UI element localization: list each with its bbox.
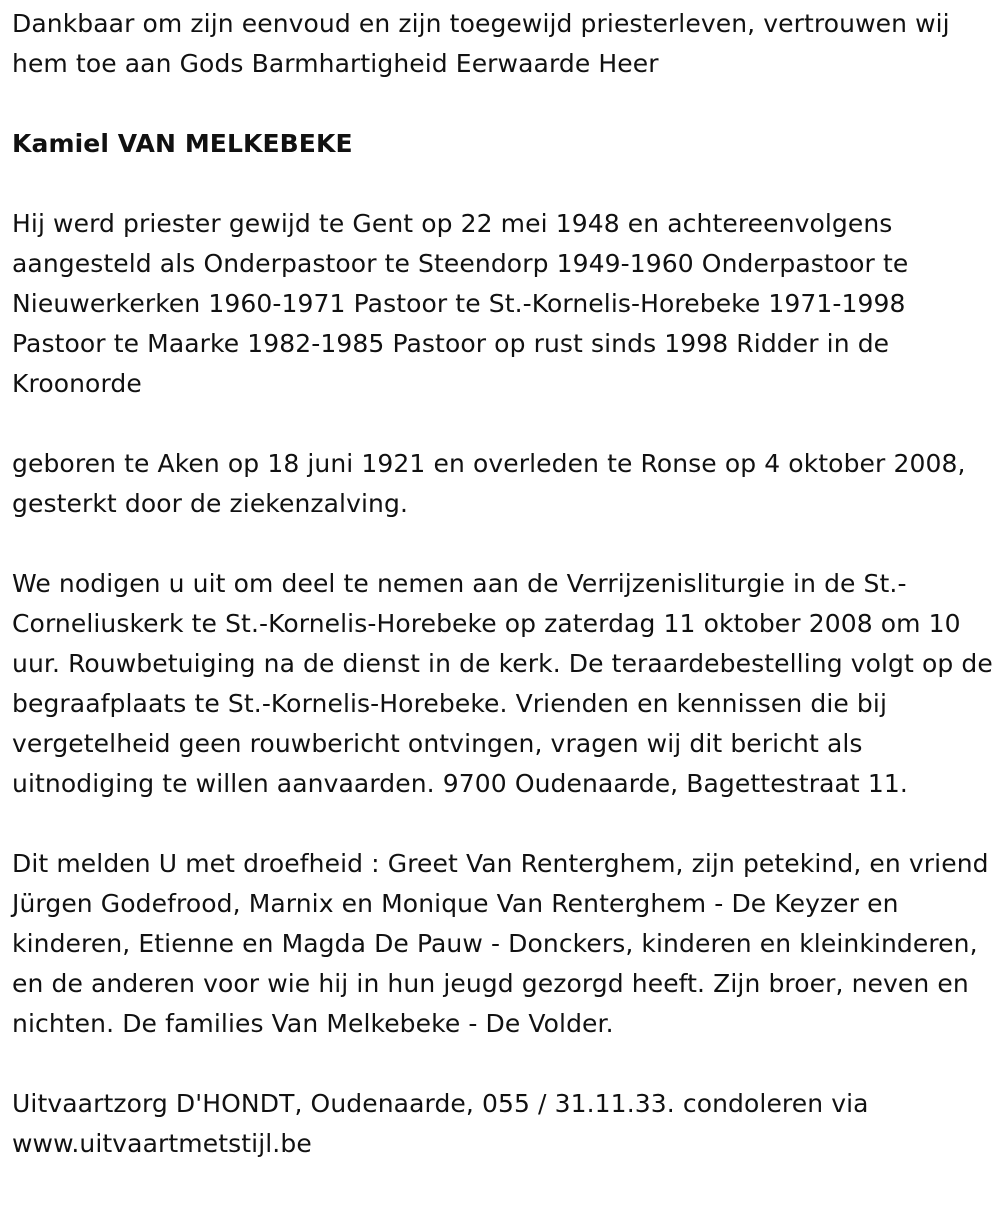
deceased-name: Kamiel VAN MELKEBEKE [12, 129, 353, 158]
birth-death-paragraph: geboren te Aken op 18 juni 1921 en overleden te Ronse op 4 oktober 2008, gesterkt door de ziekenzalving. [12, 449, 966, 518]
funeral-home-paragraph: Uitvaartzorg D'HONDT, Oudenaarde, 055 / 31.11.33. condoleren via www.uitvaartmetstijl.be [12, 1089, 869, 1158]
intro-paragraph: Dankbaar om zijn eenvoud en zijn toegewijd priesterleven, vertrouwen wij hem toe aan Gods Barmhartigheid Eerwaarde Heer [12, 9, 950, 78]
obituary-notice [12, 4, 997, 1164]
career-paragraph: Hij werd priester gewijd te Gent op 22 mei 1948 en achtereenvolgens aangesteld als Onderpastoor te Steendorp 1949-1960 Onderpastoor te Nieuwerkerken 1960-1971 Pastoor te St.-Kornelis-Horebeke 1971-1998 Pastoor te Maarke 1982-1985 Pastoor op rust sinds 1998 Ridder in de Kroonorde [12, 209, 909, 398]
invitation-paragraph: We nodigen u uit om deel te nemen aan de Verrijzenisliturgie in de St.-Corneliuskerk te St.-Kornelis-Horebeke op zaterdag 11 oktober 2008 om 10 uur. Rouwbetuiging na de dienst in de kerk. De teraardebestelling volgt op de begraafplaats te St.-Kornelis-Horebeke. Vrienden en kennissen die bij vergetelheid geen rouwbericht ontvingen, vragen wij dit bericht als uitnodiging te willen aanvaarden. 9700 Oudenaarde, Bagettestraat 11. [12, 569, 993, 798]
mourners-paragraph: Dit melden U met droefheid : Greet Van Renterghem, zijn petekind, en vriend Jürgen Godefrood, Marnix en Monique Van Renterghem - De Keyzer en kinderen, Etienne en Magda De Pauw - Donckers, kinderen en kleinkinderen, en de anderen voor wie hij in hun jeugd gezorgd heeft. Zijn broer, neven en nichten. De families Van Melkebeke - De Volder. [12, 849, 989, 1038]
